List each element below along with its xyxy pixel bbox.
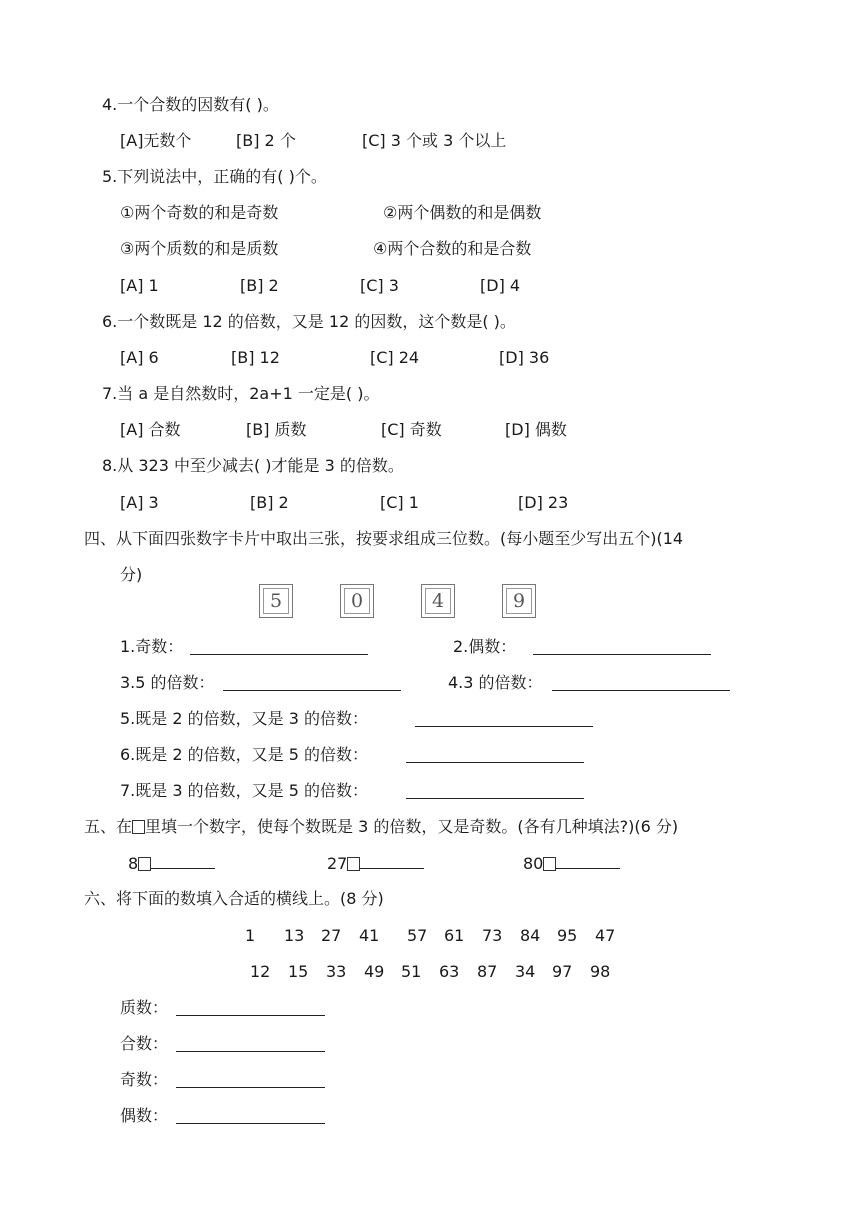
q4-option-a[interactable]: [A]无数个 [120, 131, 192, 150]
s6-composite-label: 合数： [120, 1034, 169, 1053]
q8-option-a[interactable]: [A] 3 [120, 493, 159, 512]
blank-box-icon [132, 820, 145, 834]
s6-composite-answer-line[interactable] [176, 1035, 325, 1052]
q7-option-d[interactable]: [D] 偶数 [505, 420, 567, 439]
q5-statement-3: ③两个质数的和是质数 [120, 239, 279, 258]
q5-option-b[interactable]: [B] 2 [240, 276, 279, 295]
q5-statement-2: ②两个偶数的和是偶数 [383, 203, 542, 222]
q8-option-c[interactable]: [C] 1 [380, 493, 419, 512]
s4-item-5-answer-line[interactable] [415, 710, 593, 727]
s6-number: 87 [477, 962, 498, 981]
s6-number: 63 [439, 962, 460, 981]
q6-stem: 6.一个数既是 12 的倍数，又是 12 的因数，这个数是( )。 [102, 312, 516, 331]
s5-number-2-answer-line[interactable] [360, 852, 424, 869]
s5-number-2 [327, 852, 424, 875]
s6-odd-label: 奇数： [120, 1070, 169, 1089]
s4-item-7-label: 7.既是 3 的倍数，又是 5 的倍数： [120, 781, 368, 800]
q4-option-c[interactable]: [C] 3 个或 3 个以上 [362, 131, 507, 150]
q5-statement-4: ④两个合数的和是合数 [373, 239, 532, 258]
s6-number: 98 [590, 962, 611, 981]
s6-number: 49 [364, 962, 385, 981]
s5-number-3-answer-line[interactable] [556, 852, 620, 869]
s6-number: 27 [321, 926, 342, 945]
q5-statement-1: ①两个奇数的和是奇数 [120, 203, 279, 222]
q8-stem: 8.从 323 中至少减去( )才能是 3 的倍数。 [102, 456, 404, 475]
s4-item-4-label: 4.3 的倍数： [448, 673, 543, 692]
digit-card-4: 4 [421, 584, 455, 618]
s6-number: 51 [401, 962, 422, 981]
s5-number-3-prefix: 80 [523, 854, 544, 873]
q5-option-a[interactable]: [A] 1 [120, 276, 159, 295]
s6-number: 84 [520, 926, 541, 945]
q6-option-a[interactable]: [A] 6 [120, 348, 159, 367]
s4-item-2-answer-line[interactable] [533, 638, 711, 655]
digit-box[interactable] [138, 857, 151, 871]
s6-number: 57 [407, 926, 428, 945]
s5-number-2-prefix: 27 [327, 854, 348, 873]
s4-item-5-label: 5.既是 2 的倍数，又是 3 的倍数： [120, 709, 368, 728]
q7-option-c[interactable]: [C] 奇数 [381, 420, 442, 439]
q7-stem: 7.当 a 是自然数时，2a+1 一定是( )。 [102, 384, 380, 403]
digit-card-5: 5 [259, 584, 293, 618]
s5-number-1 [128, 852, 215, 875]
q6-option-c[interactable]: [C] 24 [370, 348, 420, 367]
q6-option-d[interactable]: [D] 36 [499, 348, 550, 367]
s6-prime-answer-line[interactable] [176, 999, 325, 1016]
digit-card-0: 0 [340, 584, 374, 618]
s6-number: 12 [250, 962, 271, 981]
digit-box[interactable] [347, 857, 360, 871]
s5-number-3 [523, 852, 620, 875]
s6-number: 41 [359, 926, 380, 945]
s5-number-1-answer-line[interactable] [151, 852, 215, 869]
digit-card-9: 9 [502, 584, 536, 618]
s4-item-6-answer-line[interactable] [406, 746, 584, 763]
q8-option-b[interactable]: [B] 2 [250, 493, 289, 512]
s4-item-2-label: 2.偶数： [453, 637, 517, 656]
section4-title: 四、从下面四张数字卡片中取出三张，按要求组成三位数。(每小题至少写出五个)(14 [84, 529, 684, 548]
s4-item-4-answer-line[interactable] [552, 674, 730, 691]
digit-box[interactable] [543, 857, 556, 871]
s6-number: 97 [552, 962, 573, 981]
s4-item-1-label: 1.奇数： [120, 637, 184, 656]
s6-number: 33 [326, 962, 347, 981]
s6-number: 73 [482, 926, 503, 945]
s4-item-3-answer-line[interactable] [223, 674, 401, 691]
q6-option-b[interactable]: [B] 12 [231, 348, 280, 367]
s4-item-7-answer-line[interactable] [406, 782, 584, 799]
section5-title [84, 816, 678, 838]
s6-number: 95 [557, 926, 578, 945]
section5-title-part-b: 里填一个数字，使每个数既是 3 的倍数，又是奇数。(各有几种填法?)(6 分) [145, 817, 679, 836]
s4-item-6-label: 6.既是 2 的倍数，又是 5 的倍数： [120, 745, 368, 764]
q4-stem: 4.一个合数的因数有( )。 [102, 95, 279, 114]
q7-option-b[interactable]: [B] 质数 [246, 420, 307, 439]
s4-item-3-label: 3.5 的倍数： [120, 673, 215, 692]
s6-number: 1 [245, 926, 256, 945]
s4-item-1-answer-line[interactable] [190, 638, 368, 655]
q5-option-d[interactable]: [D] 4 [480, 276, 521, 295]
s6-even-answer-line[interactable] [176, 1107, 325, 1124]
section5-title-part-a: 五、在 [84, 817, 133, 836]
s5-number-1-prefix: 8 [128, 854, 139, 873]
s6-number: 61 [444, 926, 465, 945]
q7-option-a[interactable]: [A] 合数 [120, 420, 181, 439]
s6-number: 15 [288, 962, 309, 981]
q8-option-d[interactable]: [D] 23 [518, 493, 569, 512]
s6-odd-answer-line[interactable] [176, 1071, 325, 1088]
section4-title-cont: 分) [120, 565, 143, 584]
q5-option-c[interactable]: [C] 3 [360, 276, 399, 295]
s6-prime-label: 质数： [120, 998, 169, 1017]
s6-number: 34 [515, 962, 536, 981]
q4-option-b[interactable]: [B] 2 个 [236, 131, 296, 150]
s6-number: 47 [595, 926, 616, 945]
q5-stem: 5.下列说法中，正确的有( )个。 [102, 167, 327, 186]
s6-number: 13 [284, 926, 305, 945]
section6-title: 六、将下面的数填入合适的横线上。(8 分) [84, 889, 384, 908]
s6-even-label: 偶数： [120, 1106, 169, 1125]
